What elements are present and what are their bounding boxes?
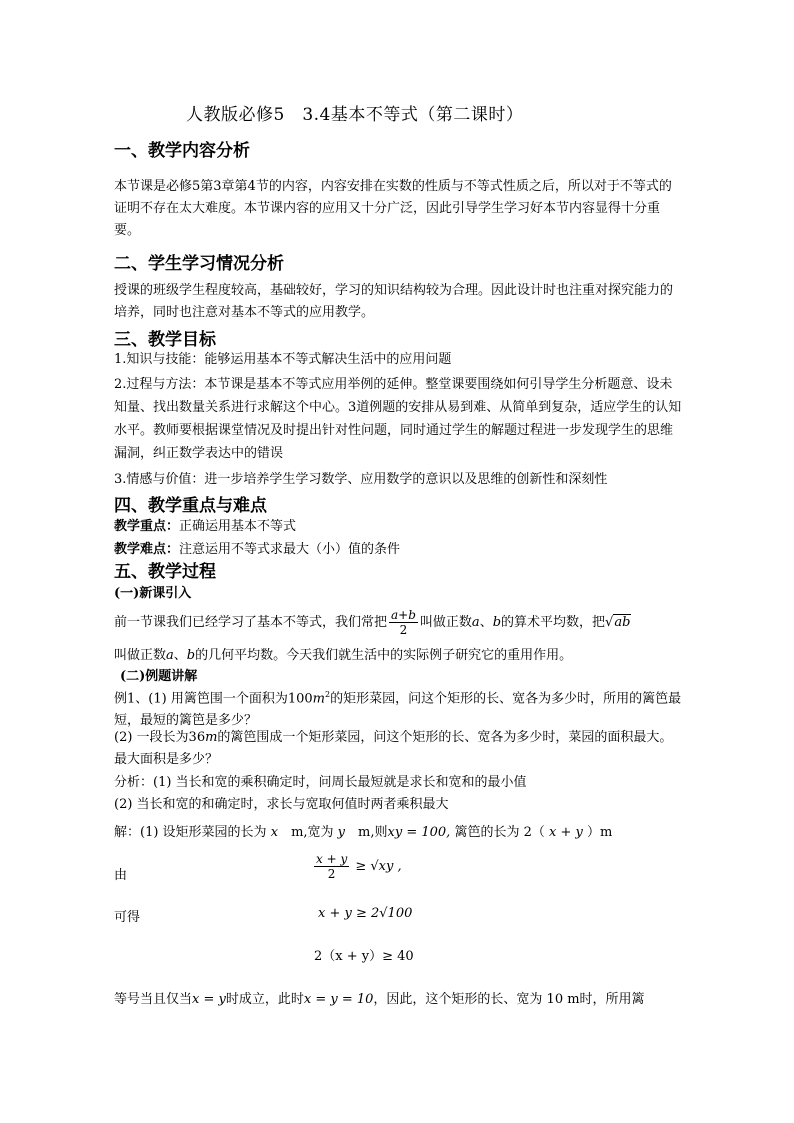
ex1b-unit: m	[205, 730, 218, 745]
conclusion-line	[114, 988, 645, 1007]
difficult-point-text: 注意运用不等式求最大（小）值的条件	[179, 542, 401, 557]
solution-sum: x + y	[548, 825, 583, 840]
difficult-point-label: 教学难点：	[114, 542, 180, 557]
fraction-denominator: 2	[399, 623, 408, 637]
arithmetic-mean-fraction	[389, 608, 418, 637]
subheading-example-explanation: (二)例题讲解	[120, 669, 198, 684]
ex1a-sup: 2	[324, 690, 331, 699]
separator: 、	[479, 615, 493, 630]
conclusion-text-c: ，因此，这个矩形的长、宽为 10 m时，所用篱	[373, 992, 645, 1007]
ex1b-text: (2) 一段长为36	[114, 730, 206, 745]
key-point-line	[114, 515, 296, 534]
ineq1-rhs: ≥ √xy ,	[355, 859, 402, 874]
separator-2: 、	[173, 648, 187, 663]
ex1a-text: 例1、(1) 用篱笆围一个面积为100	[114, 691, 313, 707]
ex1b-rest: 的篱笆围成一个矩形菜园，问这个矩形的长、宽各为多少时，菜园的面积最大。最大面积是多少？	[114, 730, 673, 767]
label-you: 由	[114, 868, 128, 883]
conclusion-eq-2: x = y = 10	[303, 992, 374, 1007]
section-heading-teaching-goals: 三、教学目标	[114, 330, 216, 350]
key-point-label: 教学重点：	[114, 519, 180, 534]
document-title: 人教版必修5 3.4基本不等式（第二课时）	[186, 105, 524, 125]
section-heading-content-analysis: 一、教学内容分析	[114, 141, 250, 161]
ex1a-rest: 的矩形菜园，问这个矩形的长、宽各为多少时，所用的篱笆最短，最短的篱笆是多少？	[114, 691, 682, 729]
var-b: b	[492, 615, 502, 630]
inequality-1	[312, 852, 402, 881]
intro-text-b: 叫做正数	[419, 615, 472, 630]
solution-text-d: 篱笆的长为 2（	[454, 825, 545, 840]
goal-process-methods: 2.过程与方法：本节课是基本不等式应用举例的延伸。整堂课要围绕如何引导学生分析题意、设未知量、找出数量关系进行求解这个中心。3道例题的安排从易到难、从简单到复杂，适应学生的认知水平。教师要根据课堂情况及时提出针对性问题，同时通过学生的解题过程进一步发现学生的思维漏洞，纠正数学表达中的错误	[114, 377, 682, 461]
section-heading-teaching-process: 五、教学过程	[114, 562, 216, 582]
conclusion-text-b: 时成立，此时	[225, 992, 304, 1007]
intro-text-a: 前一节课我们已经学习了基本不等式，我们常把	[114, 615, 388, 630]
solution-xy-eq: xy = 100,	[387, 825, 451, 840]
key-point-text: 正确运用基本不等式	[179, 519, 297, 534]
solution-text-a: 解：(1) 设矩形菜园的长为	[114, 825, 267, 840]
goal-knowledge-skills: 1.知识与技能：能够运用基本不等式解决生活中的应用问题	[114, 352, 452, 367]
conclusion-text-a: 等号当且仅当	[114, 992, 193, 1007]
label-kede: 可得	[114, 910, 141, 925]
var-a: a	[471, 615, 480, 630]
difficult-point-line	[114, 538, 400, 557]
intro-text-d: 叫做正数	[114, 648, 167, 663]
solution-text-f: ）m	[586, 825, 613, 840]
var-b-2: b	[186, 648, 196, 663]
analysis-line-2: (2) 当长和宽的和确定时，求长与宽取何值时两者乘积最大	[114, 797, 449, 812]
solution-var-y: y	[337, 825, 346, 840]
section-heading-student-analysis: 二、学生学习情况分析	[114, 254, 284, 274]
conclusion-eq-1: x = y	[192, 992, 226, 1007]
content-analysis-paragraph: 本节课是必修5第3章第4节的内容，内容安排在实数的性质与不等式性质之后，所以对于不等式的证明不存在太大难度。本节课内容的应用又十分广泛，因此引导学生学习好本节内容显得十分重要。	[114, 179, 672, 238]
example-1-part-1	[114, 684, 682, 732]
ex1a-unit: m	[312, 691, 325, 707]
inequality-3: 2（x + y）≥ 40	[314, 949, 414, 964]
inequality-1-fraction	[314, 852, 349, 881]
ineq1-denominator: 2	[327, 867, 336, 881]
geometric-mean-sqrt: √ab	[605, 615, 631, 630]
solution-line	[114, 821, 612, 840]
var-a-2: a	[166, 648, 174, 663]
analysis-line-1: 分析：(1) 当长和宽的乘积确定时，问周长最短就是求长和宽和的最小值	[114, 775, 527, 790]
fraction-numerator: a+b	[391, 608, 416, 622]
sqrt-radicand: ab	[614, 615, 631, 630]
example-1-part-2	[114, 727, 682, 771]
solution-var-x: x	[270, 825, 279, 840]
intro-text-e: 的几何平均数。今天我们就生活中的实际例子研究它的重用作用。	[195, 648, 573, 663]
goal-emotion-values: 3.情感与价值：进一步培养学生学习数学、应用数学的意识以及思维的创新性和深刻性	[114, 472, 608, 487]
ineq1-numerator: x + y	[316, 852, 348, 866]
intro-line-1	[114, 608, 631, 637]
section-heading-key-points: 四、教学重点与难点	[114, 496, 267, 516]
intro-text-c: 的算术平均数，把	[501, 615, 606, 630]
solution-text-b: m,宽为	[291, 825, 334, 840]
student-analysis-paragraph: 授课的班级学生程度较高，基础较好，学习的知识结构较为合理。因此设计时也注重对探究能力的培养，同时也注意对基本不等式的应用教学。	[114, 283, 674, 320]
inequality-2: x + y ≥ 2√100	[318, 906, 413, 921]
solution-text-c: m,则	[358, 825, 388, 840]
intro-line-2	[114, 644, 572, 663]
subheading-new-lesson-intro: (一)新课引入	[114, 586, 192, 601]
